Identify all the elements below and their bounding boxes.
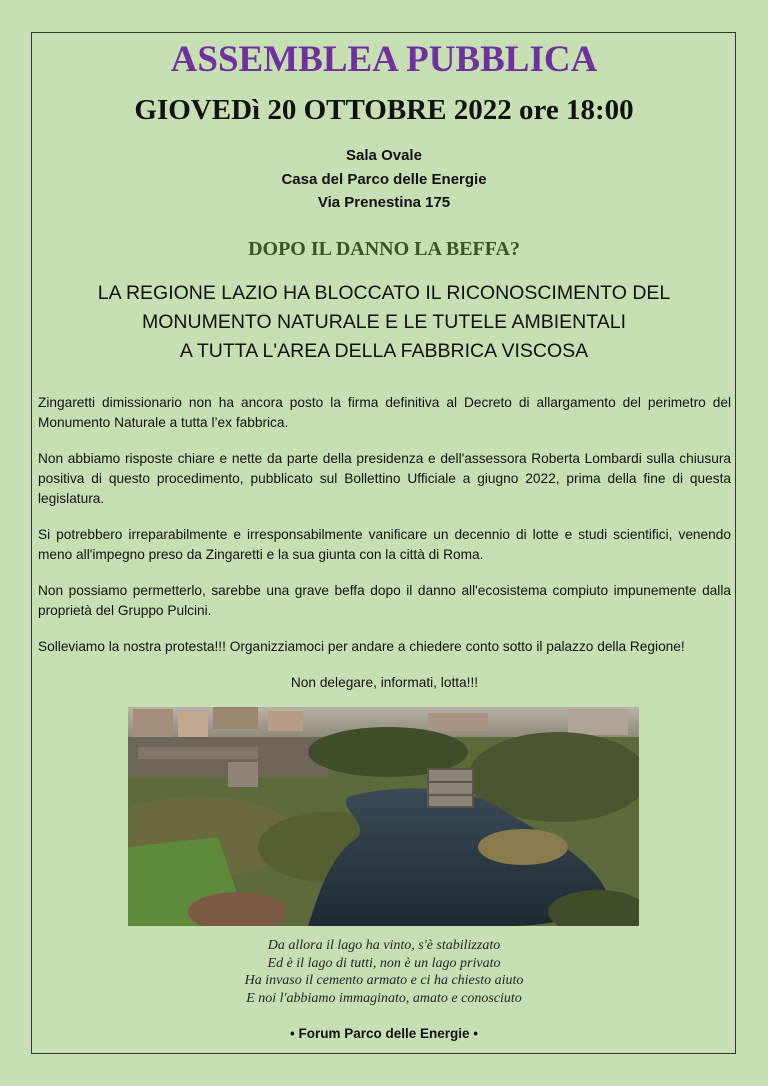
- headline-line: LA REGIONE LAZIO HA BLOCCATO IL RICONOSCIMENTO DEL: [97, 282, 671, 304]
- poster-title: ASSEMBLEA PUBBLICA: [170, 39, 598, 80]
- paragraph: Non abbiamo risposte chiare e nette da parte della presidenza e dell'assessora Roberta Lombardi sulla chiusura positiva di questo procedimento, pubblicato sul Bollettino Ufficiale a giugno 2022, prima della fine di questa legislatura.: [38, 451, 731, 506]
- venue-room: Sala Ovale: [346, 147, 422, 164]
- poem-line: E noi l'abbiamo immaginato, amato e conosciuto: [246, 990, 522, 1006]
- poem-line: Da allora il lago ha vinto, s'è stabilizzato: [267, 938, 501, 953]
- venue-building: Casa del Parco delle Energie: [281, 170, 487, 188]
- footer-signature: • Forum Parco delle Energie •: [289, 1026, 478, 1041]
- subtitle: DOPO IL DANNO LA BEFFA?: [248, 238, 520, 260]
- paragraph: Zingaretti dimissionario non ha ancora posto la firma definitiva al Decreto di allargamento del perimetro del Monumento Naturale a tutta l’ex fabbrica.: [38, 395, 731, 430]
- paragraph: Si potrebbero irreparabilmente e irresponsabilmente vanificare un decennio di lotte e studi scientifici, venendo meno all'impegno preso da Zingaretti e la sua giunta con la città di Roma.: [38, 527, 731, 562]
- paragraph: Non possiamo permetterlo, sarebbe una grave beffa dopo il danno all'ecosistema compiuto impunemente dalla proprietà del Gruppo Pulcini.: [38, 583, 731, 618]
- headline-line: A TUTTA L'AREA DELLA FABBRICA VISCOSA: [179, 340, 589, 362]
- headline-line: MONUMENTO NATURALE E LE TUTELE AMBIENTALI: [142, 311, 626, 333]
- paragraph: Solleviamo la nostra protesta!!! Organizziamoci per andare a chiedere conto sotto il palazzo della Regione!: [38, 639, 685, 654]
- poem-line: Ed è il lago di tutti, non è un lago privato: [267, 955, 501, 971]
- event-date: GIOVEDì 20 OTTOBRE 2022 ore 18:00: [134, 94, 634, 126]
- poem: [0, 937, 768, 1007]
- headline: [0, 279, 768, 366]
- venue-block: [0, 144, 768, 215]
- venue-address: Via Prenestina 175: [317, 194, 451, 211]
- slogan: Non delegare, informati, lotta!!!: [290, 675, 479, 690]
- body-text: [38, 393, 731, 709]
- aerial-photo-lake: [128, 707, 639, 926]
- poem-line: Ha invaso il cemento armato e ci ha chiesto aiuto: [244, 973, 524, 989]
